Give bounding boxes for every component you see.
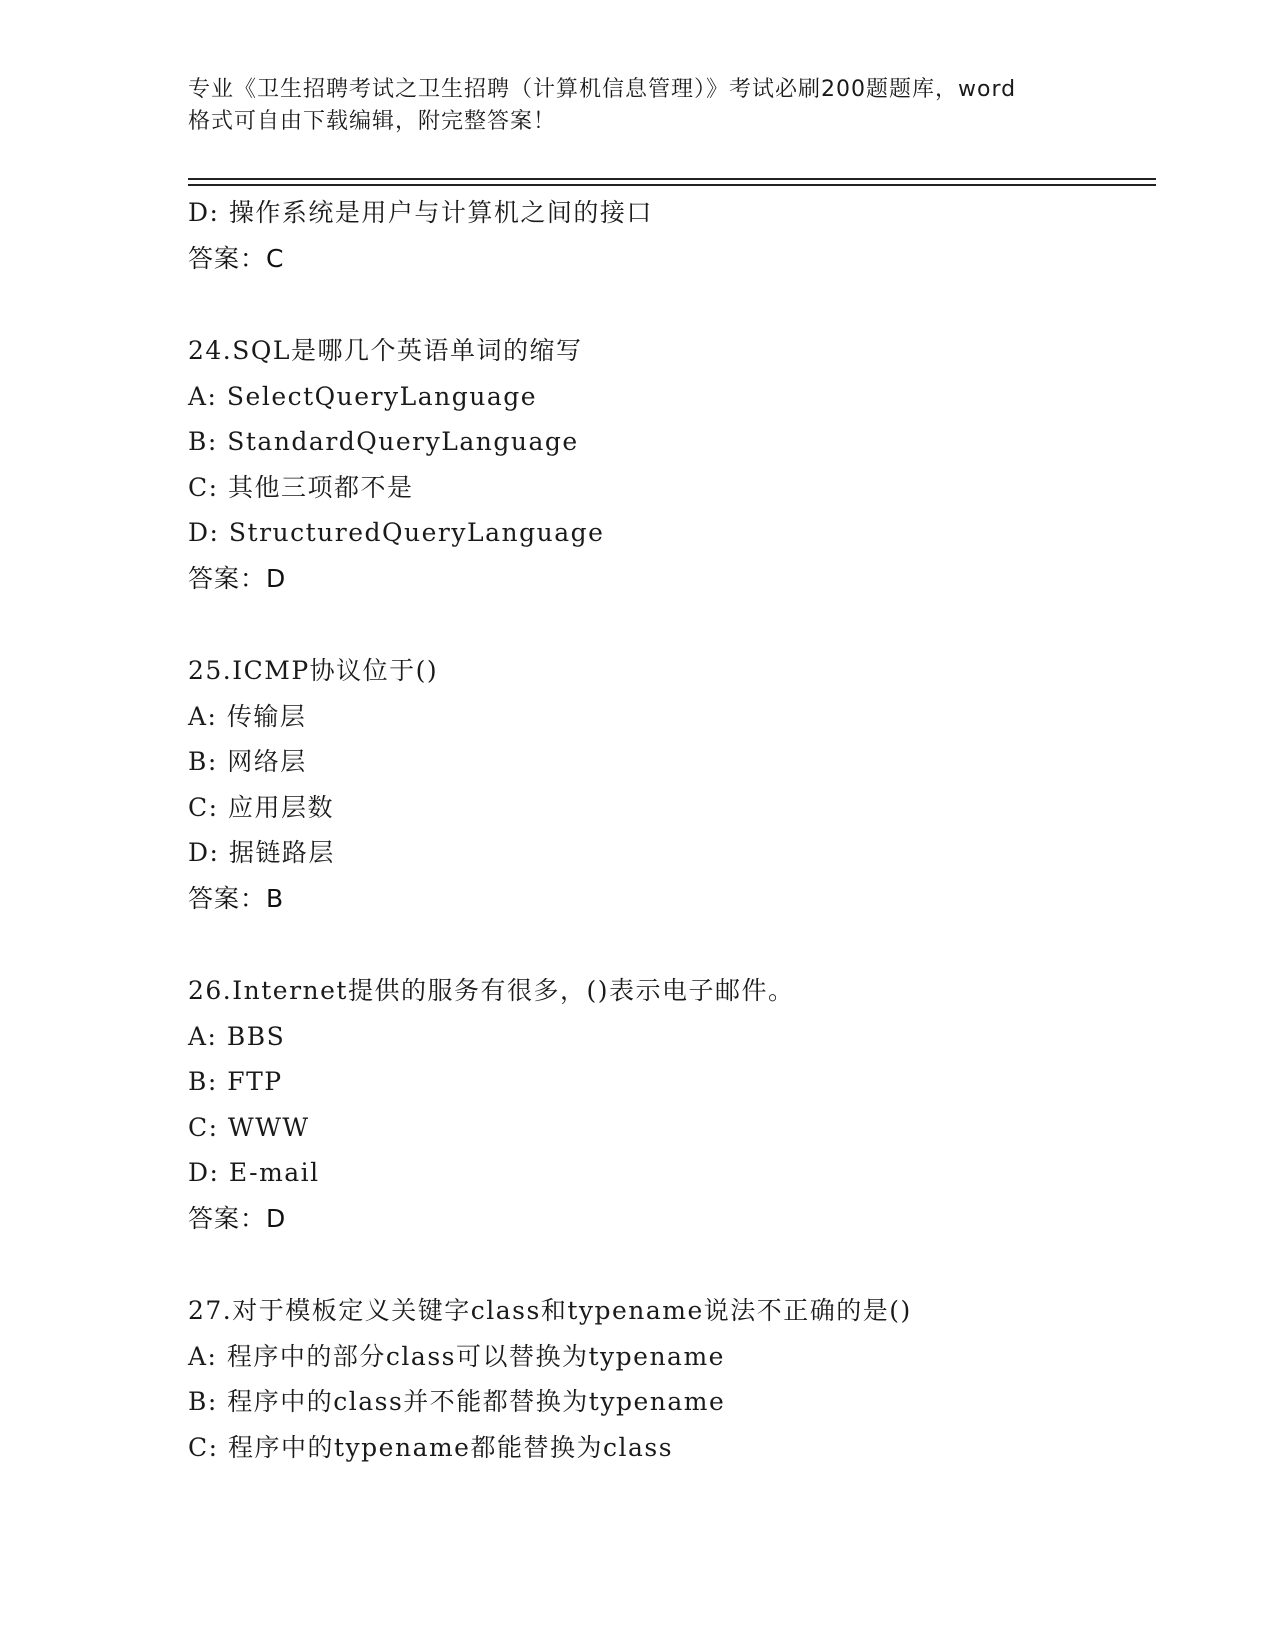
spacer [188, 1241, 1156, 1288]
option-c: C: WWW [188, 1112, 310, 1142]
option-c: C: 其他三项都不是 [188, 472, 414, 502]
option-a: A: SelectQueryLanguage [188, 381, 538, 411]
question-27 [188, 1288, 1156, 1470]
answer-prev: 答案：C [188, 243, 285, 273]
question-stem: 24.SQL是哪几个英语单词的缩写 [188, 336, 583, 365]
header-divider-bottom [188, 184, 1156, 186]
option-d-prev: D: 操作系统是用户与计算机之间的接口 [188, 198, 653, 227]
spacer [188, 601, 1156, 648]
header-title-line-1: 专业《卫生招聘考试之卫生招聘（计算机信息管理）》考试必刷200题题库，word [188, 77, 1017, 102]
option-b: B: FTP [188, 1067, 283, 1096]
option-b: B: StandardQueryLanguage [188, 427, 579, 456]
question-24 [188, 328, 1156, 601]
document-header [188, 74, 1088, 138]
question-25 [188, 648, 1156, 921]
answer: 答案：D [188, 1203, 287, 1233]
question-stem: 27.对于模板定义关键字class和typename说法不正确的是() [188, 1296, 912, 1325]
option-a: A: 传输层 [188, 701, 307, 731]
option-b: B: 网络层 [188, 747, 307, 776]
option-c: C: 应用层数 [188, 792, 334, 822]
question-stem: 25.ICMP协议位于() [188, 656, 439, 685]
option-d: D: 据链路层 [188, 838, 335, 867]
spacer [188, 281, 1156, 328]
header-title-line-2: 格式可自由下载编辑，附完整答案！ [188, 109, 557, 134]
option-a: A: BBS [188, 1021, 286, 1051]
question-stem: 26.Internet提供的服务有很多，()表示电子邮件。 [188, 976, 795, 1005]
option-b: B: 程序中的class并不能都替换为typename [188, 1387, 726, 1416]
option-d: D: E-mail [188, 1158, 320, 1187]
option-d: D: StructuredQueryLanguage [188, 518, 605, 547]
option-a: A: 程序中的部分class可以替换为typename [188, 1341, 725, 1371]
question-26 [188, 968, 1156, 1241]
header-divider-top [188, 178, 1156, 180]
option-c: C: 程序中的typename都能替换为class [188, 1432, 674, 1462]
spacer [188, 921, 1156, 968]
question-list [188, 190, 1156, 1470]
answer: 答案：D [188, 563, 287, 593]
answer: 答案：B [188, 883, 285, 913]
